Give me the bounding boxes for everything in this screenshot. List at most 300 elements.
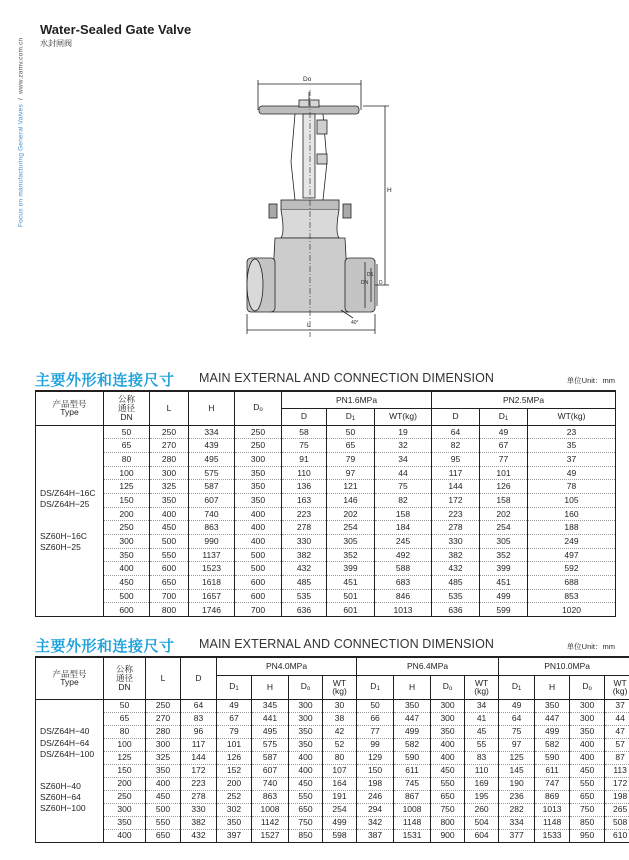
table-cell: 32 — [375, 439, 432, 453]
section2-title-cn: 主要外形和连接尺寸 — [35, 638, 175, 655]
table-cell: 350 — [235, 466, 282, 480]
table-cell: 495 — [189, 452, 235, 466]
table-cell: 160 — [528, 507, 616, 521]
table-cell: 990 — [189, 535, 235, 549]
table-cell: 49 — [528, 466, 616, 480]
table-cell: 400 — [570, 751, 605, 764]
table-cell: 97 — [327, 466, 375, 480]
table-cell: 688 — [528, 576, 616, 590]
table-cell: 101 — [217, 738, 252, 751]
table-cell: 150 — [357, 764, 394, 777]
model-name: DS/Z64H−16C — [40, 487, 96, 498]
table-cell: 158 — [375, 507, 432, 521]
table-cell: 125 — [104, 480, 150, 494]
table-cell: 144 — [181, 751, 217, 764]
table-cell: 750 — [570, 803, 605, 816]
table-cell: 300 — [289, 699, 323, 712]
table-cell: 740 — [252, 777, 289, 790]
table-cell: 50 — [327, 425, 375, 439]
table-cell: 245 — [375, 535, 432, 549]
table-cell: 600 — [104, 603, 150, 617]
table-cell: 495 — [252, 725, 289, 738]
dimension-table-pn40-100 — [35, 656, 629, 843]
table-cell: 1020 — [528, 603, 616, 617]
table-cell: 399 — [327, 562, 375, 576]
table-row — [36, 712, 629, 725]
table-cell: 117 — [181, 738, 217, 751]
t2-head-dn: 公称 通径 DN — [104, 657, 146, 699]
table-cell: 305 — [327, 535, 375, 549]
table-cell: 121 — [327, 480, 375, 494]
table-cell: 853 — [528, 589, 616, 603]
table-cell: 350 — [431, 725, 465, 738]
table-cell: 78 — [528, 480, 616, 494]
label-angle: 40° — [351, 320, 359, 326]
table-cell: 169 — [465, 777, 499, 790]
table-cell: 42 — [323, 725, 357, 738]
table-cell: 200 — [104, 777, 146, 790]
table-cell: 1533 — [535, 829, 570, 842]
table-cell: 636 — [282, 603, 327, 617]
table-cell: 500 — [235, 562, 282, 576]
page-title: Water-Sealed Gate Valve — [40, 22, 192, 37]
table-cell: 50 — [104, 425, 150, 439]
dimension-table-pn16-25 — [35, 390, 616, 617]
t2-head-model: 产品型号 Type — [36, 657, 104, 699]
table-cell: 87 — [605, 751, 629, 764]
table-cell: 450 — [150, 521, 189, 535]
table-cell: 252 — [217, 790, 252, 803]
table-cell: 650 — [570, 790, 605, 803]
t2-head-h-b: H — [394, 675, 431, 699]
table-cell: 607 — [252, 764, 289, 777]
table-cell: 350 — [235, 493, 282, 507]
table-cell: 30 — [323, 699, 357, 712]
table-cell: 382 — [282, 548, 327, 562]
table-cell: 136 — [282, 480, 327, 494]
table-cell: 107 — [323, 764, 357, 777]
table-cell: 747 — [535, 777, 570, 790]
table-cell: 450 — [104, 576, 150, 590]
table-cell: 50 — [104, 699, 146, 712]
table-cell: 863 — [189, 521, 235, 535]
table-cell: 492 — [375, 548, 432, 562]
table-cell: 432 — [432, 562, 480, 576]
side-url: www.zamv.com.cn — [17, 37, 25, 95]
table-cell: 83 — [465, 751, 499, 764]
table-cell: 188 — [528, 521, 616, 535]
table-cell: 96 — [181, 725, 217, 738]
table-row — [36, 466, 616, 480]
table-cell: 145 — [499, 764, 535, 777]
table-cell: 125 — [499, 751, 535, 764]
table-cell: 250 — [104, 790, 146, 803]
table-row — [36, 816, 629, 829]
table-cell: 550 — [431, 777, 465, 790]
table-cell: 485 — [432, 576, 480, 590]
table-cell: 146 — [327, 493, 375, 507]
table-cell: 150 — [104, 493, 150, 507]
label-d: D — [379, 280, 383, 286]
t1-body — [36, 425, 616, 617]
table-cell: 117 — [432, 466, 480, 480]
table-cell: 330 — [282, 535, 327, 549]
table-row — [36, 764, 629, 777]
table-cell: 400 — [570, 738, 605, 751]
table-row — [36, 507, 616, 521]
table-cell: 223 — [282, 507, 327, 521]
table-cell: 350 — [104, 548, 150, 562]
table-cell: 66 — [357, 712, 394, 725]
table-cell: 80 — [104, 725, 146, 738]
table-cell: 45 — [465, 725, 499, 738]
table-row — [36, 790, 629, 803]
table-cell: 334 — [189, 425, 235, 439]
table-cell: 300 — [235, 452, 282, 466]
section1-unit: 单位Unit：mm — [566, 376, 615, 385]
table-cell: 1142 — [252, 816, 289, 829]
table-cell: 19 — [375, 425, 432, 439]
table-cell: 1008 — [252, 803, 289, 816]
table-cell: 582 — [394, 738, 431, 751]
table-cell: 163 — [282, 493, 327, 507]
label-l: L — [307, 322, 311, 329]
table-cell: 49 — [480, 425, 528, 439]
table-cell: 254 — [327, 521, 375, 535]
table-cell: 611 — [535, 764, 570, 777]
table-cell: 144 — [432, 480, 480, 494]
table-cell: 67 — [480, 439, 528, 453]
table-cell: 50 — [357, 699, 394, 712]
table-cell: 294 — [357, 803, 394, 816]
table-row — [36, 548, 616, 562]
label-do: Do — [303, 76, 312, 83]
table-cell: 590 — [535, 751, 570, 764]
table-cell: 497 — [528, 548, 616, 562]
t2-head-wt-c: WT (kg) — [605, 675, 629, 699]
table-cell: 67 — [217, 712, 252, 725]
label-d1: D1 — [367, 272, 374, 278]
t2-body — [36, 699, 629, 842]
table-row — [36, 576, 616, 590]
label-h: H — [387, 187, 392, 194]
table-cell: 850 — [570, 816, 605, 829]
table-cell: 223 — [432, 507, 480, 521]
model-name: DS/Z64H−25 — [40, 499, 90, 510]
model-gap — [40, 511, 103, 531]
table-cell: 300 — [570, 699, 605, 712]
table-row — [36, 725, 629, 738]
section2-header — [35, 635, 615, 655]
table-cell: 352 — [327, 548, 375, 562]
section2-unit: 单位Unit：mm — [566, 642, 615, 651]
table-cell: 352 — [480, 548, 528, 562]
table-cell: 535 — [432, 589, 480, 603]
table-row — [36, 777, 629, 790]
table-cell: 592 — [528, 562, 616, 576]
table-cell: 202 — [327, 507, 375, 521]
table-cell: 550 — [570, 777, 605, 790]
table-cell: 600 — [150, 562, 189, 576]
table-cell: 300 — [570, 712, 605, 725]
table-cell: 750 — [289, 816, 323, 829]
table-row — [36, 521, 616, 535]
table-cell: 1008 — [394, 803, 431, 816]
section1-header — [35, 369, 615, 389]
table-cell: 800 — [150, 603, 189, 617]
table-cell: 49 — [217, 699, 252, 712]
table-cell: 1148 — [394, 816, 431, 829]
table-cell: 300 — [289, 712, 323, 725]
table-cell: 350 — [289, 738, 323, 751]
table-row — [36, 603, 616, 617]
table-cell: 650 — [146, 829, 181, 842]
table-cell: 350 — [289, 725, 323, 738]
table-cell: 1531 — [394, 829, 431, 842]
table-cell: 278 — [282, 521, 327, 535]
model-name: DS/Z64H−64 — [40, 737, 90, 748]
t2-head-d1-b: $D_1$ — [357, 675, 394, 699]
table-cell: 342 — [357, 816, 394, 829]
table-cell: 400 — [431, 751, 465, 764]
table-cell: 400 — [431, 738, 465, 751]
table-cell: 846 — [375, 589, 432, 603]
table-row — [36, 562, 616, 576]
table-cell: 382 — [181, 816, 217, 829]
table-cell: 350 — [150, 493, 189, 507]
table-cell: 126 — [480, 480, 528, 494]
page-subtitle-cn: 水封闸阀 — [40, 39, 72, 48]
table-cell: 400 — [104, 829, 146, 842]
t2-head-d: D — [181, 657, 217, 699]
table-cell: 44 — [375, 466, 432, 480]
table-cell: 79 — [217, 725, 252, 738]
table-cell: 587 — [252, 751, 289, 764]
table-cell: 190 — [499, 777, 535, 790]
table-cell: 250 — [150, 425, 189, 439]
table-row — [36, 589, 616, 603]
table-cell: 184 — [375, 521, 432, 535]
table-cell: 439 — [189, 439, 235, 453]
table-cell: 79 — [327, 452, 375, 466]
table-cell: 382 — [432, 548, 480, 562]
table-cell: 99 — [357, 738, 394, 751]
t2-head-wt-a: WT (kg) — [323, 675, 357, 699]
table-cell: 57 — [605, 738, 629, 751]
table-cell: 202 — [480, 507, 528, 521]
table-row — [36, 480, 616, 494]
table-cell: 158 — [480, 493, 528, 507]
table-cell: 399 — [480, 562, 528, 576]
t1-head-l: L — [150, 391, 189, 425]
table-row — [36, 803, 629, 816]
table-cell: 49 — [499, 699, 535, 712]
table-cell: 499 — [535, 725, 570, 738]
table-cell: 1148 — [535, 816, 570, 829]
table-cell: 270 — [146, 712, 181, 725]
table-cell: 110 — [465, 764, 499, 777]
table-cell: 400 — [235, 535, 282, 549]
table-cell: 607 — [189, 493, 235, 507]
table-cell: 1618 — [189, 576, 235, 590]
table-cell: 246 — [357, 790, 394, 803]
table-cell: 450 — [431, 764, 465, 777]
table-cell: 65 — [104, 712, 146, 725]
table-cell: 590 — [394, 751, 431, 764]
table-row — [36, 493, 616, 507]
t2-head-h-a: H — [252, 675, 289, 699]
table-cell: 600 — [235, 589, 282, 603]
table-cell: 700 — [235, 603, 282, 617]
table-cell: 1523 — [189, 562, 235, 576]
table-cell: 47 — [605, 725, 629, 738]
table-cell: 900 — [431, 829, 465, 842]
table-cell: 330 — [181, 803, 217, 816]
table-cell: 77 — [357, 725, 394, 738]
table-cell: 200 — [104, 507, 150, 521]
table-cell: 611 — [394, 764, 431, 777]
table-cell: 350 — [217, 816, 252, 829]
model-name: SZ60H−64 — [40, 791, 81, 802]
table-cell: 64 — [499, 712, 535, 725]
table-row — [36, 535, 616, 549]
table-cell: 110 — [282, 466, 327, 480]
model-name: SZ60H−16C — [40, 530, 88, 541]
table-row — [36, 699, 629, 712]
side-separator: / — [17, 98, 25, 101]
t2-head-group3: PN10.0MPa — [499, 657, 629, 675]
table-cell: 501 — [327, 589, 375, 603]
table-cell: 250 — [235, 425, 282, 439]
table-cell: 75 — [499, 725, 535, 738]
table-cell: 325 — [146, 751, 181, 764]
table-cell: 499 — [323, 816, 357, 829]
table-cell: 550 — [289, 790, 323, 803]
table-row — [36, 439, 616, 453]
table-cell: 82 — [375, 493, 432, 507]
table-cell: 270 — [150, 439, 189, 453]
table-cell: 650 — [289, 803, 323, 816]
table-cell: 113 — [605, 764, 629, 777]
t1-head-group1: PN1.6MPa — [282, 391, 432, 408]
table-cell: 1013 — [375, 603, 432, 617]
table-cell: 575 — [252, 738, 289, 751]
table-cell: 300 — [104, 803, 146, 816]
table-cell: 387 — [357, 829, 394, 842]
t2-head-d1-a: $D_1$ — [217, 675, 252, 699]
table-cell: 604 — [465, 829, 499, 842]
t1-head-wt-a: WT(kg) — [375, 408, 432, 425]
table-cell: 100 — [104, 738, 146, 751]
model-cell — [36, 699, 104, 842]
t2-head-group1: PN4.0MPa — [217, 657, 357, 675]
table-cell: 397 — [217, 829, 252, 842]
table-cell: 302 — [217, 803, 252, 816]
table-cell: 80 — [323, 751, 357, 764]
table-cell: 300 — [146, 738, 181, 751]
table-cell: 82 — [432, 439, 480, 453]
side-tagline: Focus on manufacturing General Valves — [17, 104, 25, 228]
t1-head-wt-b: WT(kg) — [528, 408, 616, 425]
table-cell: 400 — [235, 521, 282, 535]
t1-head-d1-a: $D_1$ — [327, 408, 375, 425]
table-cell: 447 — [535, 712, 570, 725]
table-cell: 75 — [282, 439, 327, 453]
t1-head-h: H — [189, 391, 235, 425]
table-cell: 34 — [465, 699, 499, 712]
table-cell: 325 — [150, 480, 189, 494]
table-cell: 265 — [605, 803, 629, 816]
table-cell: 91 — [282, 452, 327, 466]
table-cell: 129 — [357, 751, 394, 764]
table-cell: 52 — [323, 738, 357, 751]
table-cell: 249 — [528, 535, 616, 549]
table-cell: 350 — [570, 725, 605, 738]
table-row — [36, 452, 616, 466]
table-cell: 195 — [465, 790, 499, 803]
table-row — [36, 751, 629, 764]
table-cell: 350 — [394, 699, 431, 712]
table-cell: 377 — [499, 829, 535, 842]
table-cell: 499 — [394, 725, 431, 738]
label-dn: DN — [361, 280, 369, 286]
table-cell: 95 — [432, 452, 480, 466]
table-cell: 250 — [104, 521, 150, 535]
table-cell: 300 — [431, 712, 465, 725]
table-cell: 126 — [217, 751, 252, 764]
table-cell: 863 — [252, 790, 289, 803]
table-cell: 432 — [181, 829, 217, 842]
table-cell: 34 — [375, 452, 432, 466]
table-cell: 236 — [499, 790, 535, 803]
t2-head-do-c: $D_o$ — [570, 675, 605, 699]
table-cell: 83 — [181, 712, 217, 725]
table-cell: 450 — [289, 777, 323, 790]
table-cell: 601 — [327, 603, 375, 617]
table-cell: 345 — [252, 699, 289, 712]
table-cell: 700 — [150, 589, 189, 603]
table-cell: 598 — [323, 829, 357, 842]
table-cell: 636 — [432, 603, 480, 617]
table-cell: 1527 — [252, 829, 289, 842]
side-brand-text — [14, 20, 28, 245]
table-cell: 451 — [480, 576, 528, 590]
table-cell: 450 — [146, 790, 181, 803]
table-cell: 254 — [480, 521, 528, 535]
t2-head-wt-b: WT (kg) — [465, 675, 499, 699]
table-cell: 587 — [189, 480, 235, 494]
table-cell: 400 — [150, 507, 189, 521]
table-cell: 650 — [150, 576, 189, 590]
table-cell: 350 — [535, 699, 570, 712]
model-name: DS/Z64H−40 — [40, 726, 90, 737]
table-cell: 200 — [217, 777, 252, 790]
table-cell: 125 — [104, 751, 146, 764]
table-cell: 500 — [235, 548, 282, 562]
model-gap — [40, 761, 103, 781]
table-cell: 350 — [104, 816, 146, 829]
table-cell: 600 — [235, 576, 282, 590]
table-cell: 300 — [150, 466, 189, 480]
section1-title-cn: 主要外形和连接尺寸 — [35, 372, 175, 389]
table-cell: 101 — [480, 466, 528, 480]
section1-title-en: MAIN EXTERNAL AND CONNECTION DIMENSION — [199, 371, 495, 385]
t1-head-d-b: D — [432, 408, 480, 425]
table-cell: 334 — [499, 816, 535, 829]
table-cell: 41 — [465, 712, 499, 725]
table-cell: 500 — [146, 803, 181, 816]
table-cell: 485 — [282, 576, 327, 590]
